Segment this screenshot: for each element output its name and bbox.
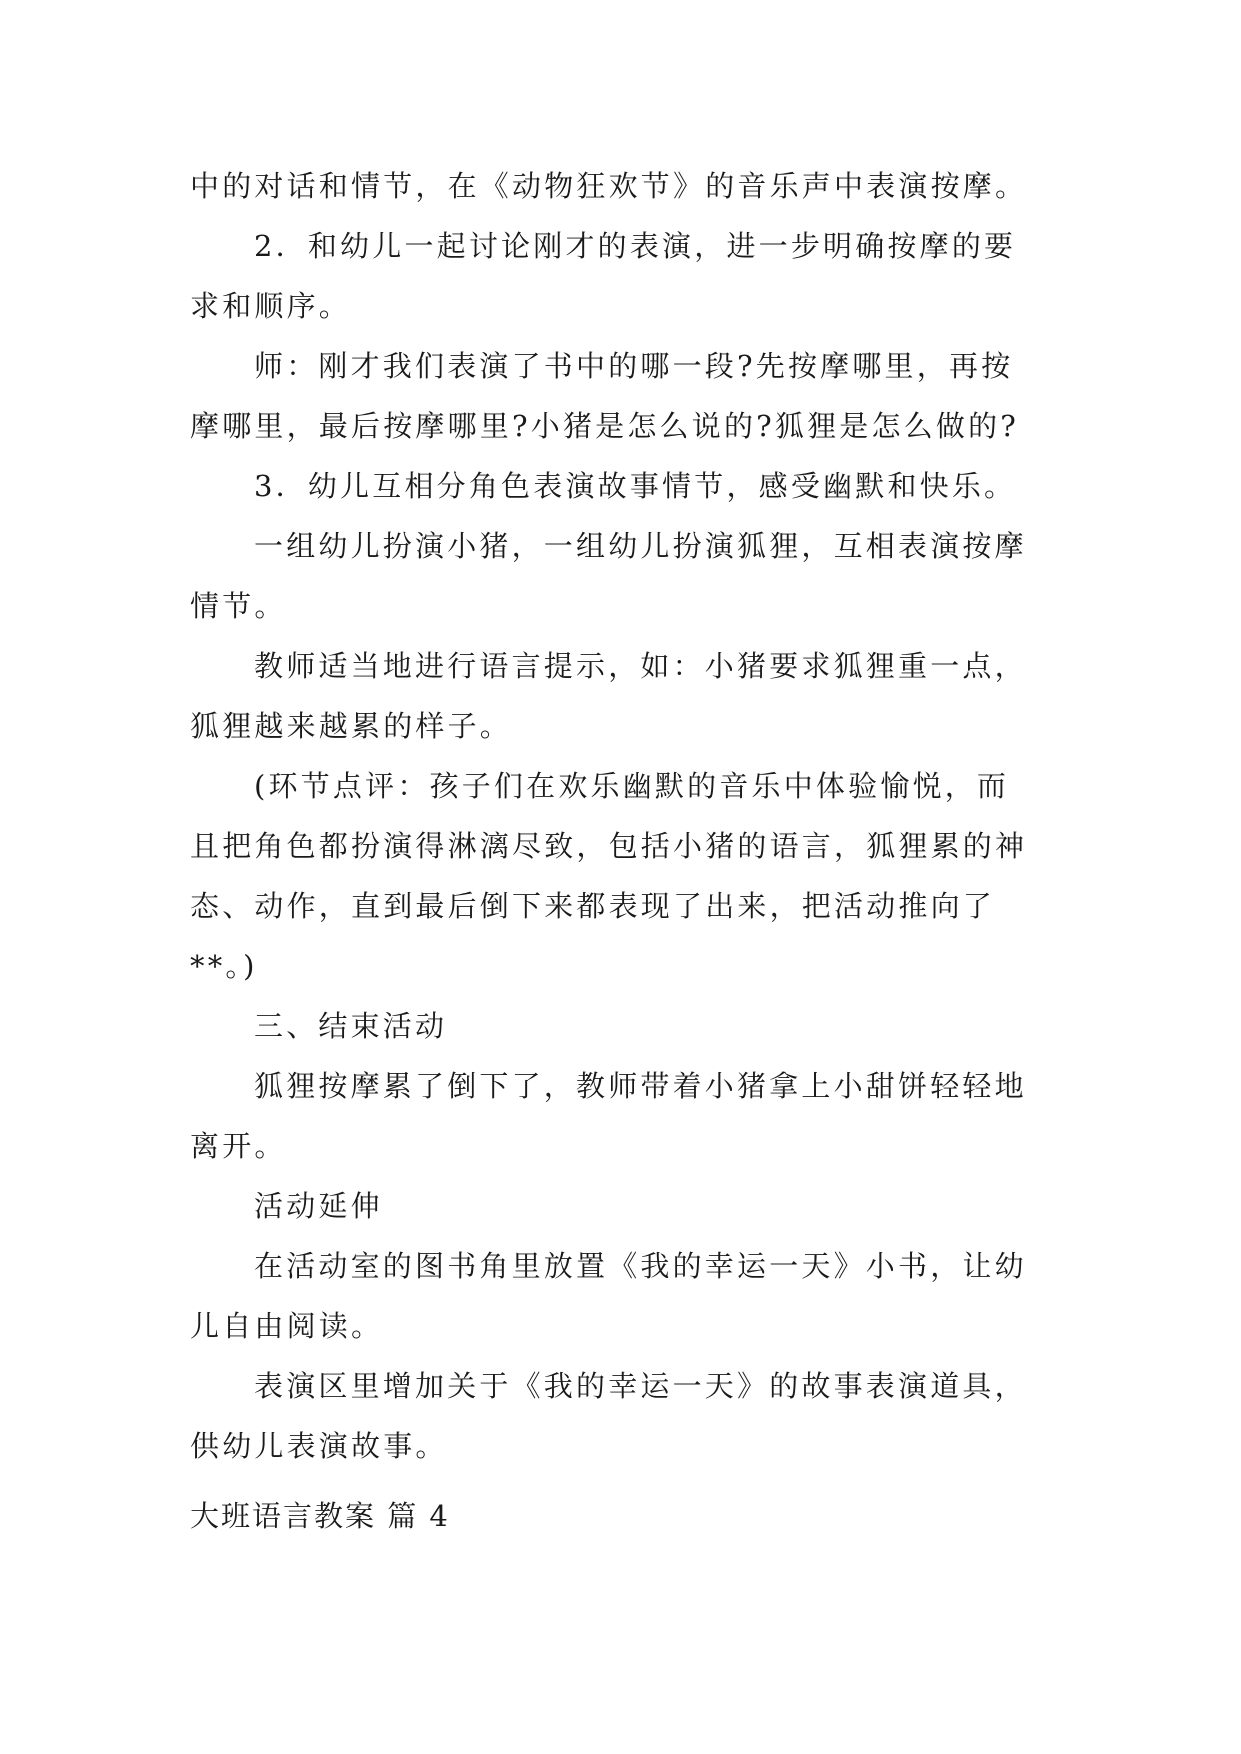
paragraph-line: 摩哪里，最后按摩哪里?小猪是怎么说的?狐狸是怎么做的? — [190, 409, 1020, 443]
section-subheading: 三、结束活动 — [254, 1009, 448, 1043]
paragraph-line: **。) — [190, 949, 258, 983]
paragraph-line: 在活动室的图书角里放置《我的幸运一天》小书，让幼 — [254, 1249, 1027, 1283]
paragraph-line: 且把角色都扮演得淋漓尽致，包括小猪的语言，狐狸累的神 — [190, 829, 1028, 863]
paragraph-line: 狐狸越来越累的样子。 — [190, 709, 513, 743]
paragraph-line: 2．和幼儿一起讨论刚才的表演，进一步明确按摩的要 — [254, 229, 1017, 263]
paragraph-line: (环节点评：孩子们在欢乐幽默的音乐中体验愉悦，而 — [254, 769, 1010, 803]
paragraph-line: 3．幼儿互相分角色表演故事情节，感受幽默和快乐。 — [254, 469, 1017, 503]
section-heading: 大班语言教案 篇 4 — [190, 1499, 450, 1533]
paragraph-line: 师：刚才我们表演了书中的哪一段?先按摩哪里，再按 — [254, 349, 1014, 383]
paragraph-line: 供幼儿表演故事。 — [190, 1429, 448, 1463]
paragraph-line: 表演区里增加关于《我的幸运一天》的故事表演道具， — [254, 1369, 1027, 1403]
paragraph-line: 教师适当地进行语言提示，如：小猪要求狐狸重一点， — [254, 649, 1027, 683]
document-body — [190, 156, 1062, 1476]
paragraph-line: 中的对话和情节，在《动物狂欢节》的音乐声中表演按摩。 — [190, 169, 1028, 203]
paragraph-line: 求和顺序。 — [190, 289, 352, 323]
paragraph-line: 情节。 — [190, 589, 287, 623]
paragraph-line: 狐狸按摩累了倒下了，教师带着小猪拿上小甜饼轻轻地 — [254, 1069, 1027, 1103]
paragraph-line: 儿自由阅读。 — [190, 1309, 384, 1343]
section-subheading: 活动延伸 — [254, 1189, 383, 1223]
paragraph-line: 态、动作，直到最后倒下来都表现了出来，把活动推向了 — [190, 889, 996, 923]
paragraph-line: 一组幼儿扮演小猪，一组幼儿扮演狐狸，互相表演按摩 — [254, 529, 1027, 563]
paragraph-line: 离开。 — [190, 1129, 287, 1163]
